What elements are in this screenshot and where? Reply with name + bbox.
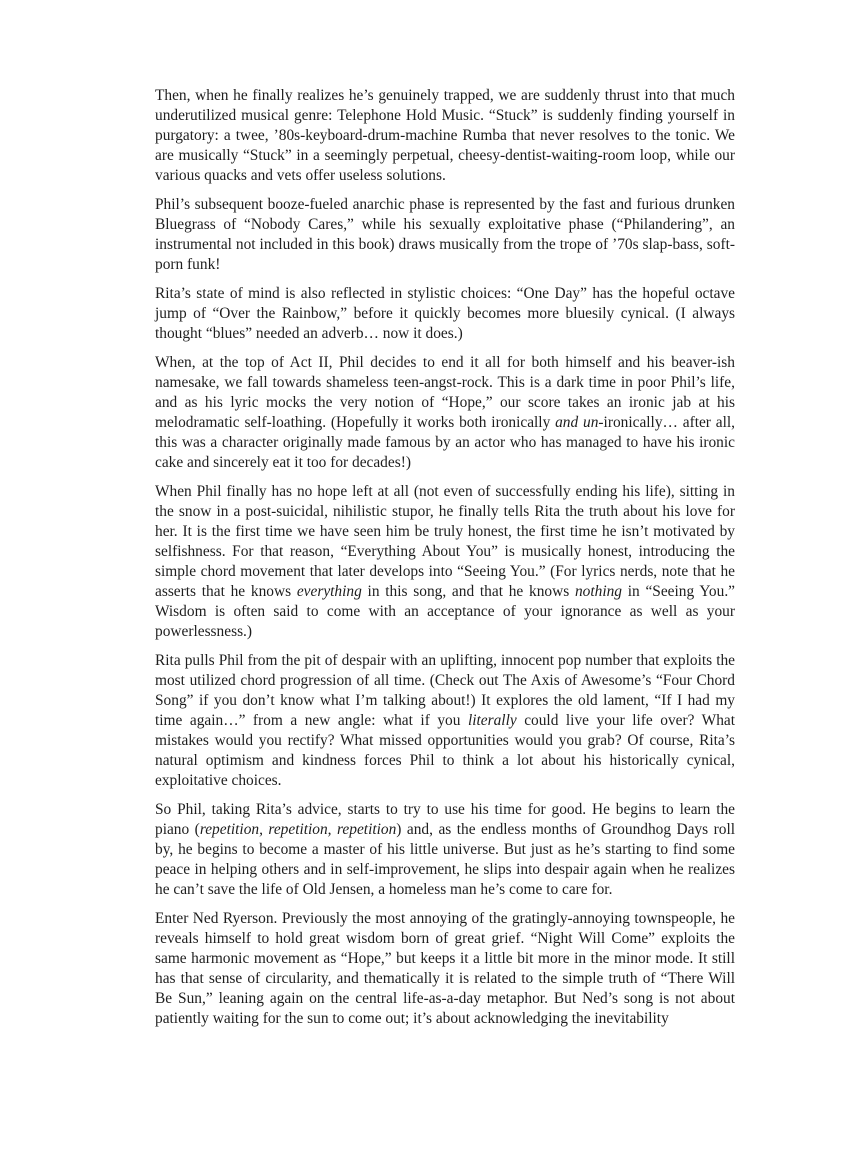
text-run: When, at the top of Act II, Phil decides to end it all for both himself and his beaver-ish namesake, we fall towards shameless teen-angst-rock. This is a dark time in poor Phil’s life, and as his lyric mocks the very notion of “Hope,” our score takes an ironic jab at his melodramatic self-loathing. (Hopefully it works both ironically [155, 354, 735, 431]
text-run: Then, when he finally realizes he’s genuinely trapped, we are suddenly thrust into that much underutilized musical genre: Telephone Hold Music. “Stuck” is suddenly finding yourself in purgatory: a twee, ’80s-keyboard-drum-machine Rumba that never resolves to the tonic. We are musically “Stuck” in a seemingly perpetual, cheesy-dentist-waiting-room loop, while our various quacks and vets offer useless solutions. [155, 87, 735, 184]
text-run: Enter Ned Ryerson. Previously the most annoying of the gratingly-annoying townspeople, he reveals himself to hold great wisdom born of great grief. “Night Will Come” exploits the same harmonic movement as “Hope,” but keeps it a little bit more in the minor mode. It still has that sense of circularity, and thematically it is related to the simple truth of “There Will Be Sun,” leaning again on the central life-as-a-day metaphor. But Ned’s song is not about patiently waiting for the sun to come out; it’s about acknowledging the inevitability [155, 910, 735, 1027]
text-run: Rita pulls Phil from the pit of despair with an uplifting, innocent pop number that exploits the most utilized chord progression of all time. (Check out The Axis of Awesome’s “Four Chord Song” if you don’t know what I’m talking about!) It explores the old lament, “If I had my time again…” from a new angle: what if you [155, 652, 735, 729]
italic-text-run: repetition, repetition, repetition [199, 821, 397, 838]
paragraph [155, 86, 735, 186]
text-run: in this song, and that he knows [361, 583, 575, 600]
paragraph [155, 482, 735, 642]
paragraph [155, 909, 735, 1029]
text-run: Phil’s subsequent booze-fueled anarchic phase is represented by the fast and furious drunken Bluegrass of “Nobody Cares,” while his sexually exploitative phase (“Philandering”, an instrumental not included in this book) draws musically from the trope of ’70s slap-bass, soft-porn funk! [155, 196, 735, 273]
text-run: -ironically… after all, this was a character originally made famous by an actor who has managed to have his ironic cake and sincerely eat it too for decades!) [155, 414, 735, 471]
text-run: When Phil finally has no hope left at all (not even of successfully ending his life), sitting in the snow in a post-suicidal, nihilistic stupor, he finally tells Rita the truth about his love for her. It is the first time we have seen him be truly honest, the first time he isn’t motivated by selfishness. For that reason, “Everything About You” is musically honest, introducing the simple chord movement that later develops into “Seeing You.” (For lyrics nerds, note that he asserts that he knows [155, 483, 735, 600]
paragraph [155, 284, 735, 344]
text-run: could live your life over? What mistakes would you rectify? What missed opportunities would you grab? Of course, Rita’s natural optimism and kindness forces Phil to think a lot about his historically cynical, exploitative choices. [155, 712, 735, 789]
text-run: in “Seeing You.” Wisdom is often said to come with an acceptance of your ignorance as well as your powerlessness.) [155, 583, 735, 640]
paragraph [155, 800, 735, 900]
text-run: ) and, as the endless months of Groundhog Days roll by, he begins to become a master of his little universe. But just as he’s starting to find some peace in helping others and in self-improvement, he slips into despair again when he realizes he can’t save the life of Old Jensen, a homeless man he’s come to care for. [155, 821, 736, 898]
italic-text-run: and un [555, 414, 599, 431]
paragraph [155, 195, 735, 275]
italic-text-run: everything [296, 583, 362, 600]
paragraph [155, 353, 735, 473]
text-run: Rita’s state of mind is also reflected in stylistic choices: “One Day” has the hopeful octave jump of “Over the Rainbow,” before it quickly becomes more bluesily cynical. (I always thought “blues” needed an adverb… now it does.) [155, 285, 735, 342]
italic-text-run: literally [467, 712, 517, 729]
text-run: So Phil, taking Rita’s advice, starts to try to use his time for good. He begins to learn the piano ( [155, 801, 735, 838]
italic-text-run: nothing [574, 583, 622, 600]
paragraph [155, 651, 735, 791]
text-column [155, 86, 735, 1029]
